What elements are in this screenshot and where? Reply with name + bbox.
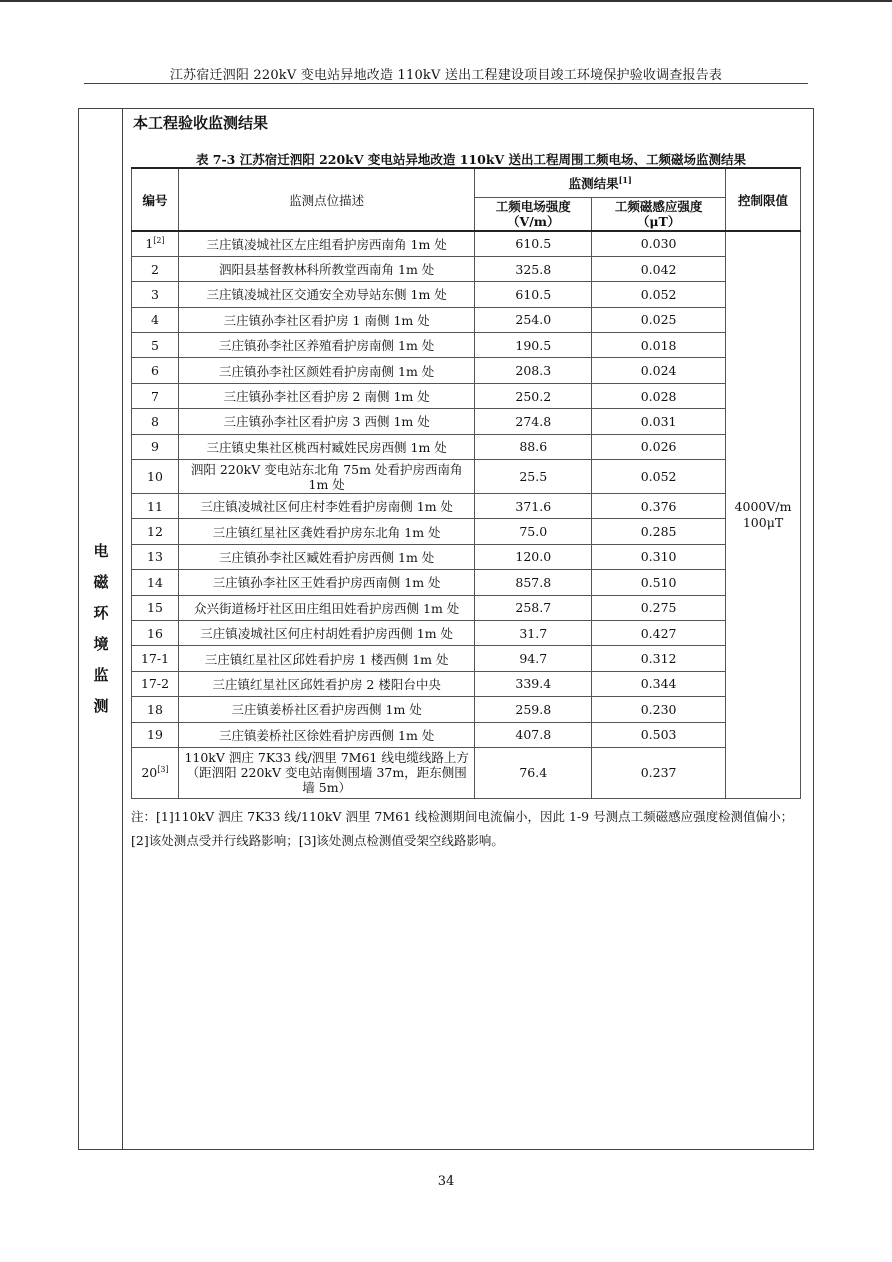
cell-e-field: 254.0 xyxy=(475,307,592,332)
cell-location: 110kV 泗庄 7K33 线/泗里 7M61 线电缆线路上方（距泗阳 220kV 变电站南侧围墙 37m，距东侧围墙 5m） xyxy=(178,747,474,798)
cell-no: 14 xyxy=(132,570,179,595)
cell-location: 泗阳 220kV 变电站东北角 75m 处看护房西南角 1m 处 xyxy=(178,460,474,494)
cell-b-field: 0.028 xyxy=(592,383,726,408)
cell-no: 6 xyxy=(132,358,179,383)
table-row xyxy=(132,747,801,798)
cell-location: 三庄镇孙李社区颜姓看护房南侧 1m 处 xyxy=(178,358,474,383)
cell-location: 三庄镇史集社区桃西村臧姓民房西侧 1m 处 xyxy=(178,434,474,459)
cell-limit xyxy=(726,231,801,798)
cell-no: 12 xyxy=(132,519,179,544)
cell-location: 三庄镇孙李社区养殖看护房南侧 1m 处 xyxy=(178,333,474,358)
cell-b-field: 0.344 xyxy=(592,671,726,696)
table-row xyxy=(132,494,801,519)
cell-no: 5 xyxy=(132,333,179,358)
monitoring-results-table xyxy=(131,167,801,799)
cell-b-field: 0.275 xyxy=(592,595,726,620)
cell-location: 三庄镇凌城社区交通安全劝导站东侧 1m 处 xyxy=(178,282,474,307)
cell-b-field: 0.052 xyxy=(592,460,726,494)
row-footnote: [2] xyxy=(153,236,165,246)
row-no: 1 xyxy=(145,236,154,252)
table-row xyxy=(132,282,801,307)
side-label-char: 境 xyxy=(93,635,109,653)
cell-no: 19 xyxy=(132,722,179,747)
cell-no: 7 xyxy=(132,383,179,408)
report-frame xyxy=(78,108,814,1150)
row-footnote: [3] xyxy=(157,765,169,775)
cell-location: 三庄镇孙李社区臧姓看护房西侧 1m 处 xyxy=(178,544,474,569)
table-row xyxy=(132,409,801,434)
cell-b-field: 0.237 xyxy=(592,747,726,798)
table-row xyxy=(132,570,801,595)
cell-b-field: 0.024 xyxy=(592,358,726,383)
cell-b-field: 0.042 xyxy=(592,256,726,281)
cell-b-field: 0.026 xyxy=(592,434,726,459)
cell-e-field: 325.8 xyxy=(475,256,592,281)
cell-b-field: 0.052 xyxy=(592,282,726,307)
side-label-char: 磁 xyxy=(93,573,109,591)
cell-no: 13 xyxy=(132,544,179,569)
header-no: 编号 xyxy=(132,168,179,231)
cell-no: 3 xyxy=(132,282,179,307)
table-row xyxy=(132,722,801,747)
cell-location: 众兴街道杨圩社区田庄组田姓看护房西侧 1m 处 xyxy=(178,595,474,620)
header-b-field-unit: （μT） xyxy=(636,214,681,229)
table-row xyxy=(132,460,801,494)
cell-e-field: 371.6 xyxy=(475,494,592,519)
page-number: 34 xyxy=(437,1174,455,1189)
table-row xyxy=(132,333,801,358)
cell-location: 三庄镇孙李社区看护房 2 南侧 1m 处 xyxy=(178,383,474,408)
note-line: [2]该处测点受并行线路影响；[3]该处测点检测值受架空线路影响。 xyxy=(131,833,504,848)
page-header-title: 江苏宿迁泗阳 220kV 变电站异地改造 110kV 送出工程建设项目竣工环境保护验收调查报告表 xyxy=(169,68,723,83)
table-row xyxy=(132,383,801,408)
cell-b-field: 0.230 xyxy=(592,697,726,722)
cell-no: 15 xyxy=(132,595,179,620)
side-column xyxy=(79,109,123,1149)
cell-b-field: 0.031 xyxy=(592,409,726,434)
cell-no: 17-2 xyxy=(132,671,179,696)
cell-e-field: 31.7 xyxy=(475,620,592,645)
header-e-field xyxy=(475,198,592,232)
cell-e-field: 857.8 xyxy=(475,570,592,595)
cell-e-field: 190.5 xyxy=(475,333,592,358)
table-row xyxy=(132,620,801,645)
cell-no: 16 xyxy=(132,620,179,645)
cell-no: 4 xyxy=(132,307,179,332)
cell-location: 三庄镇凌城社区何庄村李姓看护房南侧 1m 处 xyxy=(178,494,474,519)
table-row xyxy=(132,307,801,332)
cell-e-field: 258.7 xyxy=(475,595,592,620)
cell-location: 三庄镇孙李社区看护房 1 南侧 1m 处 xyxy=(178,307,474,332)
cell-b-field: 0.503 xyxy=(592,722,726,747)
cell-e-field: 610.5 xyxy=(475,282,592,307)
section-title: 本工程验收监测结果 xyxy=(133,114,269,132)
cell-no xyxy=(132,231,179,256)
cell-location: 三庄镇凌城社区何庄村胡姓看护房西侧 1m 处 xyxy=(178,620,474,645)
table-row xyxy=(132,544,801,569)
cell-b-field: 0.510 xyxy=(592,570,726,595)
row-no: 20 xyxy=(141,765,158,781)
header-b-field xyxy=(592,198,726,232)
side-label-char: 电 xyxy=(93,542,109,560)
cell-b-field: 0.030 xyxy=(592,231,726,256)
side-label-char: 测 xyxy=(93,697,109,715)
cell-e-field: 76.4 xyxy=(475,747,592,798)
cell-e-field: 94.7 xyxy=(475,646,592,671)
cell-location: 三庄镇红星社区邱姓看护房 1 楼西侧 1m 处 xyxy=(178,646,474,671)
cell-location: 三庄镇姜桥社区看护房西侧 1m 处 xyxy=(178,697,474,722)
cell-no xyxy=(132,747,179,798)
cell-e-field: 339.4 xyxy=(475,671,592,696)
cell-location: 三庄镇红星社区邱姓看护房 2 楼阳台中央 xyxy=(178,671,474,696)
cell-no: 9 xyxy=(132,434,179,459)
cell-location: 泗阳县基督教林科所教堂西南角 1m 处 xyxy=(178,256,474,281)
table-row xyxy=(132,519,801,544)
cell-b-field: 0.312 xyxy=(592,646,726,671)
cell-no: 2 xyxy=(132,256,179,281)
cell-b-field: 0.018 xyxy=(592,333,726,358)
cell-no: 8 xyxy=(132,409,179,434)
cell-e-field: 407.8 xyxy=(475,722,592,747)
table-row xyxy=(132,434,801,459)
table-row xyxy=(132,595,801,620)
cell-e-field: 25.5 xyxy=(475,460,592,494)
table-row xyxy=(132,358,801,383)
header-results xyxy=(475,168,726,198)
table-row xyxy=(132,231,801,256)
limit-e-field: 4000V/m xyxy=(734,498,792,514)
side-label-char: 环 xyxy=(93,604,109,622)
cell-e-field: 75.0 xyxy=(475,519,592,544)
cell-e-field: 208.3 xyxy=(475,358,592,383)
cell-e-field: 120.0 xyxy=(475,544,592,569)
table-row xyxy=(132,697,801,722)
cell-b-field: 0.025 xyxy=(592,307,726,332)
cell-no: 17-1 xyxy=(132,646,179,671)
table-row xyxy=(132,671,801,696)
table-caption: 表 7-3 江苏宿迁泗阳 220kV 变电站异地改造 110kV 送出工程周围工频电场、工频磁场监测结果 xyxy=(195,152,747,167)
limit-b-field: 100μT xyxy=(742,514,784,530)
cell-e-field: 610.5 xyxy=(475,231,592,256)
cell-e-field: 259.8 xyxy=(475,697,592,722)
cell-location: 三庄镇凌城社区左庄组看护房西南角 1m 处 xyxy=(178,231,474,256)
side-label-char: 监 xyxy=(93,666,109,684)
cell-no: 11 xyxy=(132,494,179,519)
cell-b-field: 0.285 xyxy=(592,519,726,544)
header-e-field-label: 工频电场强度 xyxy=(495,199,571,214)
top-border-line xyxy=(0,0,892,2)
cell-e-field: 274.8 xyxy=(475,409,592,434)
header-location: 监测点位描述 xyxy=(178,168,474,231)
table-row xyxy=(132,256,801,281)
cell-no: 10 xyxy=(132,460,179,494)
cell-location: 三庄镇红星社区龚姓看护房东北角 1m 处 xyxy=(178,519,474,544)
table-row xyxy=(132,646,801,671)
side-label xyxy=(79,536,123,722)
cell-e-field: 250.2 xyxy=(475,383,592,408)
header-limit: 控制限值 xyxy=(726,168,801,231)
cell-location: 三庄镇孙李社区看护房 3 西侧 1m 处 xyxy=(178,409,474,434)
table-notes xyxy=(131,805,815,853)
header-results-label: 监测结果 xyxy=(568,176,619,191)
header-results-footnote: [1] xyxy=(618,175,632,185)
cell-b-field: 0.376 xyxy=(592,494,726,519)
cell-location: 三庄镇孙李社区王姓看护房西南侧 1m 处 xyxy=(178,570,474,595)
note-line: 注：[1]110kV 泗庄 7K33 线/110kV 泗里 7M61 线检测期间电流偏小，因此 1-9 号测点工频磁感应强度检测值偏小； xyxy=(131,809,794,824)
cell-e-field: 88.6 xyxy=(475,434,592,459)
cell-no: 18 xyxy=(132,697,179,722)
cell-location: 三庄镇姜桥社区徐姓看护房西侧 1m 处 xyxy=(178,722,474,747)
header-e-field-unit: （V/m） xyxy=(507,214,560,229)
cell-b-field: 0.310 xyxy=(592,544,726,569)
header-b-field-label: 工频磁感应强度 xyxy=(614,199,703,214)
cell-b-field: 0.427 xyxy=(592,620,726,645)
header-divider xyxy=(84,83,808,84)
